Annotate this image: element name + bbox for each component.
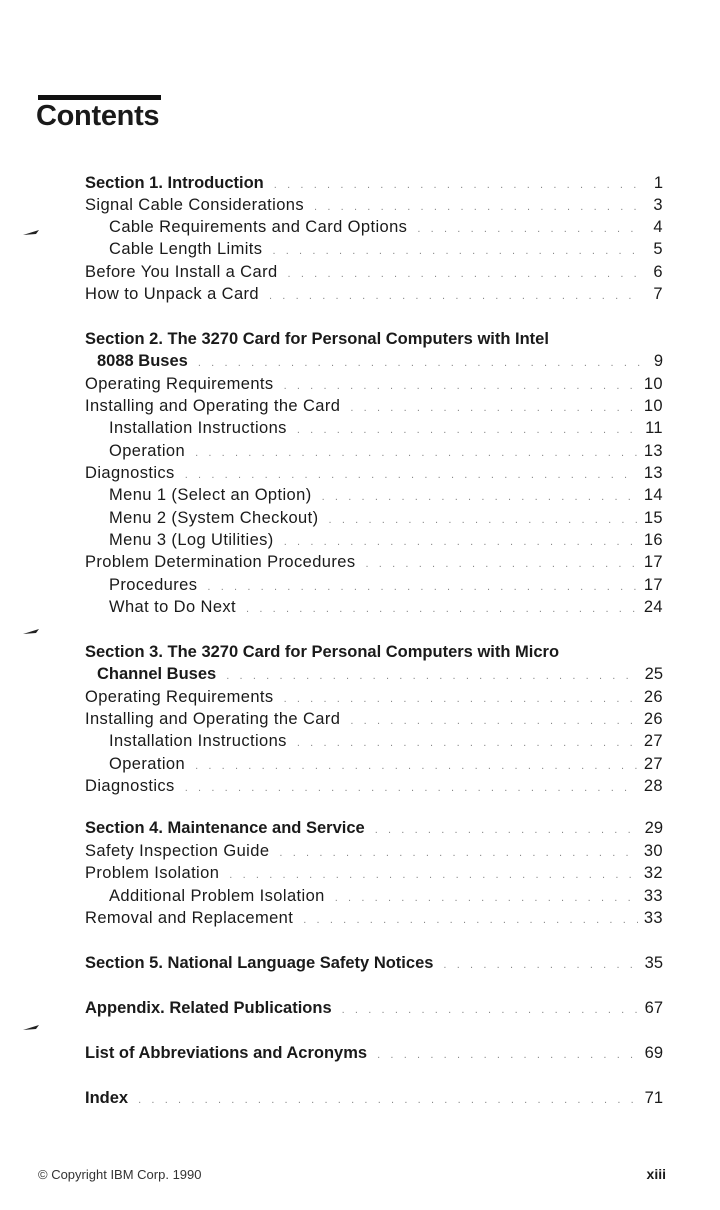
toc-page-number: 16 <box>643 531 663 549</box>
leader-dots <box>377 1044 639 1066</box>
toc-entry <box>85 484 663 506</box>
toc-entry-label: Problem Determination Procedures <box>85 553 356 571</box>
toc-section-entry <box>85 328 663 350</box>
toc-page-number: 27 <box>643 755 663 773</box>
toc-page-number: 71 <box>644 1089 663 1107</box>
toc-page-number: 32 <box>643 864 663 882</box>
toc-page-number: 35 <box>644 954 663 972</box>
leader-dots <box>284 375 638 397</box>
leader-dots <box>314 196 641 218</box>
toc-page-number: 17 <box>643 553 663 571</box>
toc-entry <box>85 417 663 439</box>
leader-dots <box>284 531 638 553</box>
toc-page-number: 11 <box>645 419 663 437</box>
toc-entry-label: Section 3. The 3270 Card for Personal Computers with Micro <box>85 643 560 661</box>
toc-page-number: 26 <box>643 710 663 728</box>
toc-entry-label: Section 2. The 3270 Card for Personal Computers with Intel <box>85 330 549 348</box>
toc-entry <box>85 686 663 708</box>
leader-dots <box>198 352 641 374</box>
leader-dots <box>138 1089 639 1111</box>
toc-entry-label: Diagnostics <box>85 777 175 795</box>
toc-entry <box>85 440 663 462</box>
leader-dots <box>185 777 638 799</box>
toc-entry-label: Safety Inspection Guide <box>85 842 270 860</box>
toc-page-number: 4 <box>653 218 663 236</box>
toc-entry-label: Removal and Replacement <box>85 909 294 927</box>
toc-page-number: 69 <box>644 1044 663 1062</box>
leader-dots <box>246 598 638 620</box>
leader-dots <box>229 864 638 886</box>
toc-page-number: 5 <box>653 240 663 258</box>
toc-page-number: 13 <box>643 442 663 460</box>
toc-entry <box>85 395 663 417</box>
toc-entry-label: Operation <box>109 755 186 773</box>
toc-page-number: 3 <box>653 196 663 214</box>
leader-dots <box>195 442 638 464</box>
toc-entry-label: How to Unpack a Card <box>85 285 259 303</box>
toc-entry-label: Problem Isolation <box>85 864 220 882</box>
leader-dots <box>342 999 639 1021</box>
toc-entry <box>85 907 663 929</box>
toc-entry-label: Cable Requirements and Card Options <box>109 218 408 236</box>
toc-entry-label: Section 5. National Language Safety Notices <box>85 954 434 972</box>
leader-dots <box>269 285 641 307</box>
toc-page-number: 28 <box>643 777 663 795</box>
toc-entry-label: Section 4. Maintenance and Service <box>85 819 365 837</box>
copyright-notice: © Copyright IBM Corp. 1990 <box>38 1167 202 1182</box>
leader-dots <box>350 710 637 732</box>
toc-page-number: 14 <box>643 486 663 504</box>
page-number: xiii <box>646 1166 666 1182</box>
toc-entry <box>85 283 663 305</box>
leader-dots <box>375 819 639 841</box>
leader-dots <box>226 665 638 687</box>
toc-entry-label: Operating Requirements <box>85 375 274 393</box>
toc-entry <box>85 885 663 907</box>
toc-page-number: 33 <box>643 887 663 905</box>
toc-page-number: 9 <box>653 352 663 370</box>
toc-entry-label: Diagnostics <box>85 464 175 482</box>
toc-entry <box>85 596 663 618</box>
toc-entry <box>85 373 663 395</box>
toc-entry <box>85 194 663 216</box>
toc-entry-label: Menu 1 (Select an Option) <box>109 486 312 504</box>
toc-page-number: 27 <box>643 732 663 750</box>
leader-dots <box>297 419 639 441</box>
toc-entry <box>85 462 663 484</box>
toc-page-number: 10 <box>643 397 663 415</box>
toc-entry-label: Before You Install a Card <box>85 263 278 281</box>
toc-page-number: 17 <box>643 576 663 594</box>
toc-page-number: 7 <box>653 285 663 303</box>
toc-entry-label: Cable Length Limits <box>109 240 263 258</box>
toc-entry <box>85 708 663 730</box>
toc-entry-label: Signal Cable Considerations <box>85 196 305 214</box>
leader-dots <box>288 263 641 285</box>
toc-page-number: 33 <box>643 909 663 927</box>
toc-section-entry <box>85 663 663 685</box>
leader-dots <box>272 240 641 262</box>
toc-page-number: 25 <box>644 665 663 683</box>
toc-entry-label: Installing and Operating the Card <box>85 397 341 415</box>
page-title: Contents <box>36 100 160 132</box>
toc-section-entry <box>85 952 663 974</box>
toc-entry-label: Additional Problem Isolation <box>109 887 325 905</box>
leader-dots <box>185 464 638 486</box>
toc-section-entry <box>85 172 663 194</box>
toc-entry-label: Channel Buses <box>97 665 217 683</box>
margin-mark-icon <box>22 229 40 237</box>
toc-entry <box>85 730 663 752</box>
margin-mark-icon <box>22 1024 40 1032</box>
toc-entry <box>85 507 663 529</box>
leader-dots <box>303 909 638 931</box>
leader-dots <box>443 954 638 976</box>
toc-page-number: 29 <box>644 819 663 837</box>
toc-entry-label: Procedures <box>109 576 198 594</box>
toc-entry <box>85 238 663 260</box>
leader-dots <box>366 553 638 575</box>
leader-dots <box>322 486 638 508</box>
toc-section-entry <box>85 1087 663 1109</box>
toc-entry <box>85 862 663 884</box>
toc-entry-label: Menu 2 (System Checkout) <box>109 509 319 527</box>
leader-dots <box>207 576 637 598</box>
leader-dots <box>329 509 638 531</box>
leader-dots <box>284 688 638 710</box>
leader-dots <box>335 887 638 909</box>
toc-page-number: 15 <box>643 509 663 527</box>
toc-page-number: 30 <box>643 842 663 860</box>
toc-section-entry <box>85 641 663 663</box>
toc-section-entry <box>85 1042 663 1064</box>
leader-dots <box>297 732 638 754</box>
toc-section-entry <box>85 817 663 839</box>
toc-section-entry <box>85 350 663 372</box>
toc-entry <box>85 551 663 573</box>
toc-entry <box>85 529 663 551</box>
toc-entry-label: Appendix. Related Publications <box>85 999 332 1017</box>
toc-page-number: 24 <box>643 598 663 616</box>
leader-dots <box>195 755 638 777</box>
toc-page-number: 26 <box>643 688 663 706</box>
leader-dots <box>274 174 641 196</box>
toc-entry-label: Operation <box>109 442 186 460</box>
toc-entry-label: Section 1. Introduction <box>85 174 264 192</box>
margin-mark-icon <box>22 628 40 636</box>
toc-entry-label: 8088 Buses <box>97 352 188 370</box>
toc-entry-label: Index <box>85 1089 129 1107</box>
toc-entry-label: Menu 3 (Log Utilities) <box>109 531 274 549</box>
toc-entry-label: Installation Instructions <box>109 732 287 750</box>
toc-entry <box>85 574 663 596</box>
toc-entry-label: What to Do Next <box>109 598 237 616</box>
toc-entry-label: List of Abbreviations and Acronyms <box>85 1044 368 1062</box>
toc-entry-label: Installing and Operating the Card <box>85 710 341 728</box>
toc-page-number: 1 <box>653 174 663 192</box>
toc-entry <box>85 261 663 283</box>
leader-dots <box>417 218 641 240</box>
toc-page-number: 6 <box>653 263 663 281</box>
toc-page-number: 13 <box>643 464 663 482</box>
toc-entry <box>85 775 663 797</box>
toc-page-number: 10 <box>643 375 663 393</box>
toc-entry <box>85 753 663 775</box>
toc-section-entry <box>85 997 663 1019</box>
toc-entry <box>85 840 663 862</box>
leader-dots <box>279 842 637 864</box>
toc-entry <box>85 216 663 238</box>
toc-page-number: 67 <box>644 999 663 1017</box>
toc-entry-label: Installation Instructions <box>109 419 287 437</box>
toc-entry-label: Operating Requirements <box>85 688 274 706</box>
leader-dots <box>350 397 637 419</box>
